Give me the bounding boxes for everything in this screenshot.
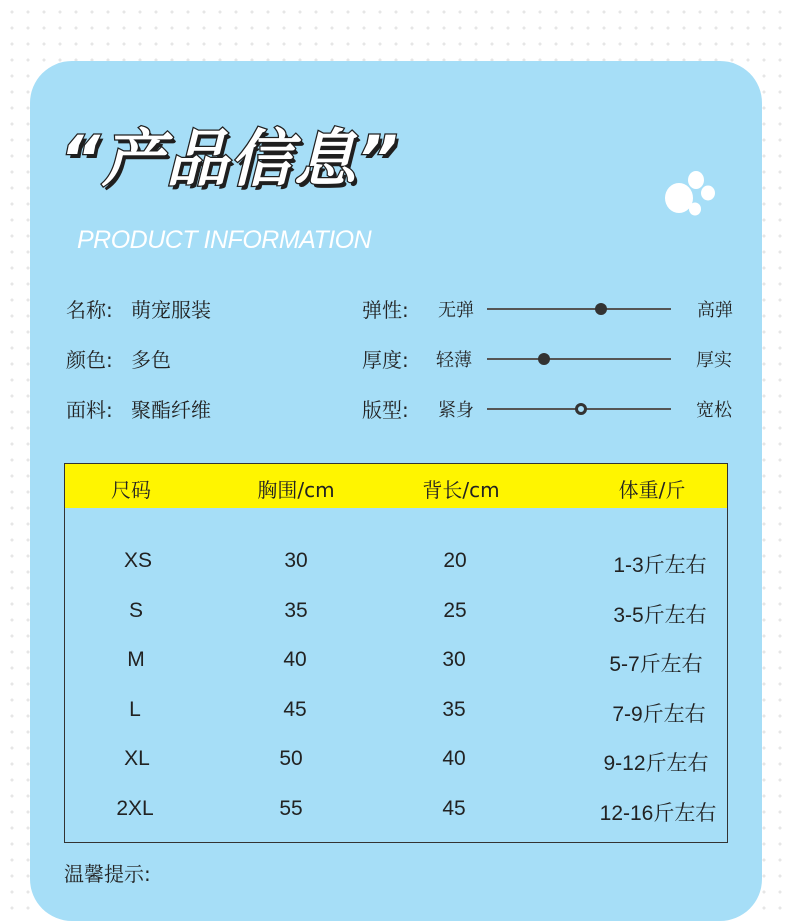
scale-marker-elasticity	[595, 303, 607, 315]
table-cell-back-length: 35	[442, 698, 466, 721]
table-cell-weight: 9-12斤左右	[603, 752, 709, 775]
table-cell-chest: 40	[283, 648, 307, 671]
page-subtitle: PRODUCT INFORMATION	[77, 226, 372, 254]
scale-marker-thickness	[538, 353, 550, 365]
table-cell-back-length: 45	[442, 797, 466, 820]
table-cell-size: 2XL	[116, 797, 154, 820]
table-cell-size: XS	[123, 549, 153, 572]
scale-min-thickness: 轻薄	[436, 350, 472, 371]
table-cell-chest: 30	[284, 549, 308, 572]
page-title: “产品信息”	[60, 122, 400, 195]
attr-label-thickness: 厚度:	[362, 348, 409, 372]
scale-max-elasticity: 高弹	[697, 300, 733, 321]
table-cell-back-length: 30	[442, 648, 466, 671]
table-cell-size: L	[129, 698, 141, 721]
info-label-name: 名称:	[66, 298, 113, 322]
info-label-fabric: 面料:	[66, 398, 113, 422]
table-cell-back-length: 25	[443, 599, 467, 622]
table-cell-size: S	[128, 599, 144, 622]
tips-label: 温馨提示:	[64, 862, 151, 886]
column-header-chest: 胸围/cm	[257, 478, 335, 502]
table-cell-weight: 7-9斤左右	[612, 703, 706, 726]
scale-min-fit: 紧身	[438, 400, 474, 421]
scale-min-elasticity: 无弹	[438, 300, 474, 321]
table-cell-weight: 5-7斤左右	[609, 653, 703, 676]
table-cell-weight: 1-3斤左右	[613, 554, 707, 577]
table-cell-back-length: 40	[442, 747, 466, 770]
table-cell-back-length: 20	[443, 549, 467, 572]
info-label-color: 颜色:	[66, 348, 113, 372]
table-cell-weight: 12-16斤左右	[599, 802, 717, 825]
table-cell-size: XL	[124, 747, 150, 770]
column-header-size: 尺码	[111, 478, 151, 502]
scale-track-elasticity	[487, 308, 671, 310]
table-cell-weight: 3-5斤左右	[613, 604, 707, 627]
info-value-name: 萌宠服装	[131, 298, 211, 322]
attr-label-fit: 版型:	[362, 398, 409, 422]
attr-label-elasticity: 弹性:	[362, 298, 409, 322]
scale-track-fit	[487, 408, 671, 410]
scale-track-thickness	[487, 358, 671, 360]
column-header-back-length: 背长/cm	[422, 478, 500, 502]
column-header-weight: 体重/斤	[618, 478, 686, 502]
table-cell-chest: 45	[283, 698, 307, 721]
scale-max-fit: 宽松	[696, 400, 732, 421]
paw-print-icon	[662, 167, 720, 219]
info-value-color: 多色	[131, 348, 171, 372]
table-cell-size: M	[127, 648, 145, 671]
table-cell-chest: 55	[279, 797, 303, 820]
scale-max-thickness: 厚实	[696, 350, 732, 371]
info-value-fabric: 聚酯纤维	[131, 398, 211, 422]
table-cell-chest: 35	[284, 599, 308, 622]
scale-marker-fit	[575, 403, 587, 415]
table-cell-chest: 50	[279, 747, 303, 770]
